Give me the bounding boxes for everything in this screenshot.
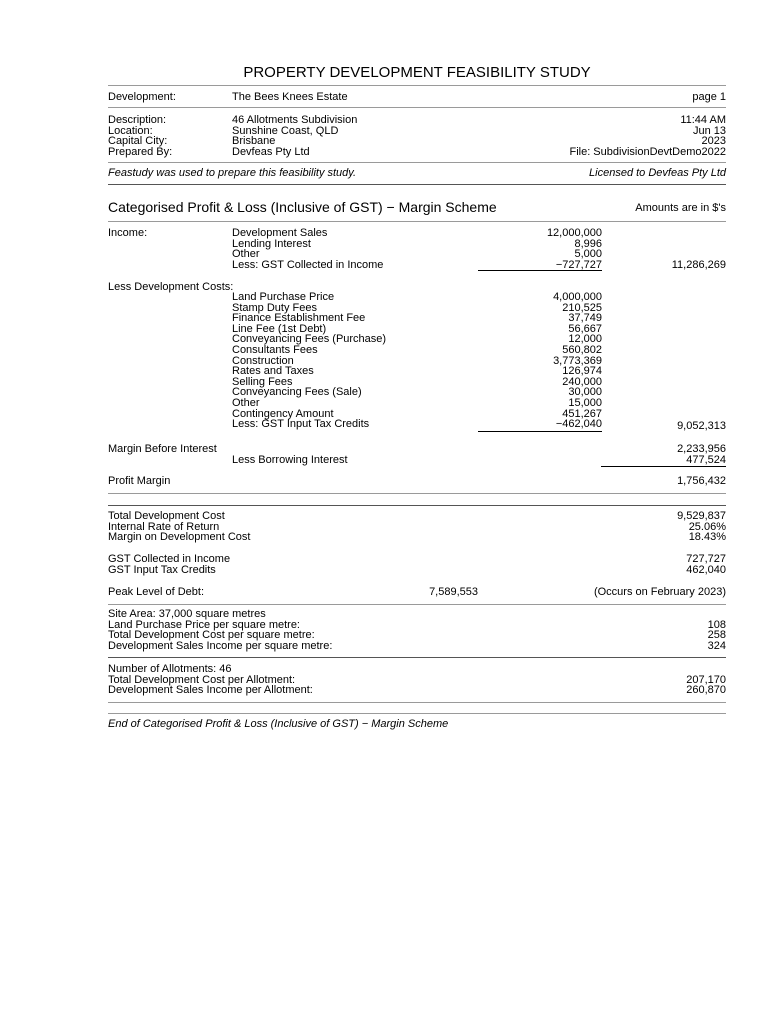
gst-value: 727,727 bbox=[686, 553, 726, 565]
peak-debt-label: Peak Level of Debt: bbox=[108, 586, 205, 598]
gst-label: GST Input Tax Credits bbox=[108, 563, 216, 576]
cost-items bbox=[232, 292, 386, 430]
cost-item: Less: GST Input Tax Credits bbox=[232, 418, 370, 431]
peak-debt-value: 7,589,553 bbox=[429, 586, 478, 598]
divider bbox=[108, 657, 726, 658]
profit-margin-label: Profit Margin bbox=[108, 475, 171, 487]
margin-before-value: 2,233,956 bbox=[677, 443, 726, 455]
income-total: 11,286,269 bbox=[671, 259, 726, 271]
peak-debt-note: (Occurs on February 2023) bbox=[593, 586, 726, 598]
costs-label: Less Development Costs: bbox=[108, 281, 234, 293]
income-value: −727,727 bbox=[555, 258, 602, 271]
cost-item: Selling Fees bbox=[232, 375, 293, 388]
summary-label: Internal Rate of Return bbox=[108, 520, 220, 533]
prepared-note: Feastudy was used to prepare this feasibility study. bbox=[108, 167, 357, 179]
site-value: 108 bbox=[707, 618, 726, 631]
allotment-value: 260,870 bbox=[686, 684, 726, 697]
cost-item: Construction bbox=[232, 354, 294, 367]
site-label: Total Development Cost per square metre: bbox=[108, 629, 315, 642]
cost-item: Rates and Taxes bbox=[232, 365, 314, 378]
gst-value: 462,040 bbox=[686, 563, 726, 576]
amounts-note: Amounts are in $'s bbox=[635, 202, 726, 214]
cost-item: Other bbox=[232, 396, 260, 409]
capital-city-label: Capital City: bbox=[108, 135, 168, 148]
report-year: 2023 bbox=[701, 135, 726, 148]
divider bbox=[108, 702, 726, 703]
divider bbox=[108, 713, 726, 714]
license-note: Licensed to Devfeas Pty Ltd bbox=[589, 167, 726, 179]
summary-value: 25.06% bbox=[688, 520, 726, 533]
cost-value: 30,000 bbox=[568, 386, 602, 399]
allotment-labels bbox=[108, 664, 313, 696]
cost-item: Finance Establishment Fee bbox=[232, 312, 366, 325]
site-label: Land Purchase Price per square metre: bbox=[108, 618, 300, 631]
divider bbox=[108, 604, 726, 605]
site-value: 324 bbox=[707, 639, 726, 652]
development-label: Development: bbox=[108, 91, 176, 103]
cost-value: 560,802 bbox=[562, 343, 602, 356]
site-value: 258 bbox=[707, 629, 726, 642]
site-label: Site Area: 37,000 square metres bbox=[108, 608, 266, 620]
prepared-by-label: Prepared By: bbox=[108, 145, 173, 158]
divider bbox=[108, 85, 726, 86]
summary-label: Total Development Cost bbox=[108, 510, 225, 522]
cost-value: 126,974 bbox=[562, 365, 602, 378]
site-labels bbox=[108, 609, 332, 651]
gst-labels bbox=[108, 554, 230, 575]
cost-value: −462,040 bbox=[555, 418, 602, 431]
divider bbox=[108, 493, 726, 494]
report-footer: End of Categorised Profit & Loss (Inclusive of GST) − Margin Scheme bbox=[108, 718, 449, 730]
description-value: 46 Allotments Subdivision bbox=[232, 114, 358, 126]
cost-item: Conveyancing Fees (Sale) bbox=[232, 386, 362, 399]
divider bbox=[108, 162, 726, 163]
income-label: Income: bbox=[108, 227, 148, 239]
income-values bbox=[547, 228, 602, 270]
income-item: Other bbox=[232, 248, 260, 261]
income-underline bbox=[478, 270, 602, 271]
income-value: 12,000,000 bbox=[546, 227, 602, 239]
site-label: Development Sales Income per square metre: bbox=[108, 639, 333, 652]
section-title: Categorised Profit & Loss (Inclusive of GST) − Margin Scheme bbox=[108, 199, 497, 215]
prepared-by-value: Devfeas Pty Ltd bbox=[232, 145, 310, 158]
divider bbox=[108, 505, 726, 506]
site-value bbox=[708, 609, 726, 620]
profit-margin-value: 1,756,432 bbox=[677, 475, 726, 487]
cost-item: Contingency Amount bbox=[232, 407, 334, 420]
summary-value: 18.43% bbox=[688, 531, 726, 544]
page-number: page 1 bbox=[692, 91, 726, 103]
summary-label: Margin on Development Cost bbox=[108, 531, 251, 544]
header-values bbox=[232, 115, 357, 157]
report-date: Jun 13 bbox=[692, 124, 726, 137]
development-value: The Bees Knees Estate bbox=[232, 91, 348, 103]
income-item: Development Sales bbox=[232, 227, 328, 239]
margin-before-label: Margin Before Interest bbox=[108, 443, 217, 455]
income-item: Lending Interest bbox=[232, 237, 311, 250]
location-label: Location: bbox=[108, 124, 153, 137]
allotment-values bbox=[686, 664, 726, 696]
header-labels bbox=[108, 115, 172, 157]
cost-value: 56,667 bbox=[568, 322, 602, 335]
cost-value: 12,000 bbox=[568, 333, 602, 346]
report-time: 11:44 AM bbox=[680, 114, 726, 126]
description-label: Description: bbox=[108, 114, 167, 126]
divider bbox=[108, 184, 726, 185]
summary-labels bbox=[108, 511, 250, 543]
cost-value: 210,525 bbox=[562, 301, 602, 314]
allotment-label: Number of Allotments: 46 bbox=[108, 663, 232, 675]
cost-item: Stamp Duty Fees bbox=[232, 301, 317, 314]
divider bbox=[108, 107, 726, 108]
income-items bbox=[232, 228, 383, 270]
location-value: Sunshine Coast, QLD bbox=[232, 124, 339, 137]
borrowing-interest-value: 477,524 bbox=[686, 454, 726, 466]
cost-value: 451,267 bbox=[562, 407, 602, 420]
income-value: 5,000 bbox=[574, 248, 602, 261]
summary-value: 9,529,837 bbox=[677, 510, 726, 522]
allotment-label: Total Development Cost per Allotment: bbox=[108, 673, 296, 686]
interest-underline bbox=[601, 466, 726, 467]
allotment-value: 207,170 bbox=[686, 673, 726, 686]
summary-values bbox=[677, 511, 726, 543]
cost-item: Line Fee (1st Debt) bbox=[232, 322, 327, 335]
cost-item: Conveyancing Fees (Purchase) bbox=[232, 333, 387, 346]
income-item: Less: GST Collected in Income bbox=[232, 258, 384, 271]
cost-value: 4,000,000 bbox=[553, 291, 602, 303]
cost-values bbox=[553, 292, 602, 430]
cost-value: 3,773,369 bbox=[553, 354, 602, 367]
divider bbox=[108, 221, 726, 222]
allotment-value bbox=[686, 664, 726, 675]
header-meta bbox=[569, 115, 726, 157]
allotment-label: Development Sales Income per Allotment: bbox=[108, 684, 313, 697]
capital-city-value: Brisbane bbox=[232, 135, 276, 148]
gst-label: GST Collected in Income bbox=[108, 553, 231, 565]
cost-value: 240,000 bbox=[562, 375, 602, 388]
gst-values bbox=[686, 554, 726, 575]
cost-value: 15,000 bbox=[568, 396, 602, 409]
cost-item: Consultants Fees bbox=[232, 343, 318, 356]
cost-value: 37,749 bbox=[568, 312, 602, 325]
costs-underline bbox=[478, 431, 602, 432]
site-values bbox=[708, 609, 726, 651]
costs-total: 9,052,313 bbox=[677, 420, 726, 432]
cost-item: Land Purchase Price bbox=[232, 291, 335, 303]
report-title: PROPERTY DEVELOPMENT FEASIBILITY STUDY bbox=[243, 64, 591, 81]
report-file: File: SubdivisionDevtDemo2022 bbox=[569, 145, 726, 158]
income-value: 8,996 bbox=[574, 237, 602, 250]
borrowing-interest-label: Less Borrowing Interest bbox=[232, 454, 348, 466]
